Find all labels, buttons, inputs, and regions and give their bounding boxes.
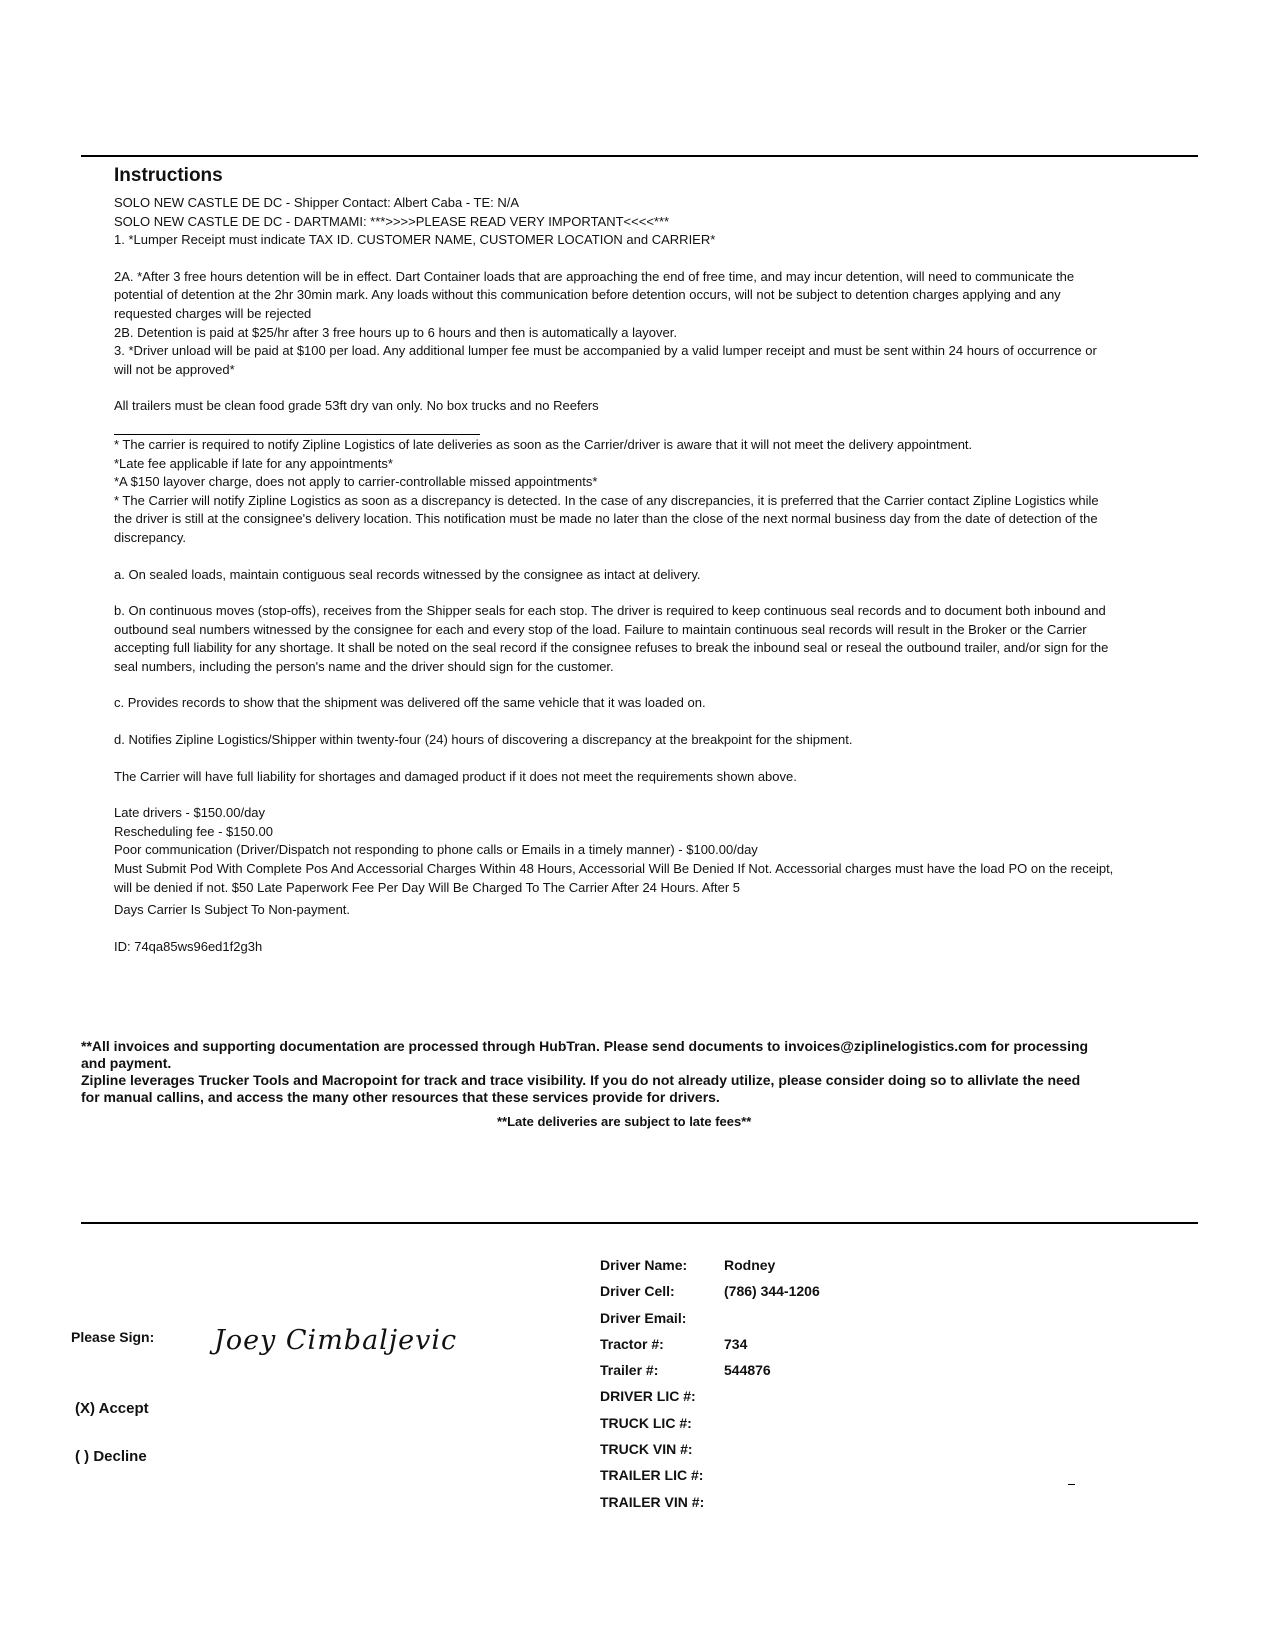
- seal-item-a: a. On sealed loads, maintain contiguous seal records witnessed by the consignee as intact at delivery.: [114, 566, 701, 582]
- lumper-receipt-line: 1. *Lumper Receipt must indicate TAX ID. CUSTOMER NAME, CUSTOMER LOCATION and CARRIER*: [114, 232, 716, 248]
- bottom-divider: [81, 1222, 1198, 1224]
- top-divider: [81, 155, 1198, 157]
- shipper-contact-line: SOLO NEW CASTLE DE DC - Shipper Contact: Albert Caba - TE: N/A: [114, 195, 520, 210]
- detention-paragraph: 2A. *After 3 free hours detention will be in effect. Dart Container loads that are approaching the end of free time, and may incur detention, will need to communicate the potential of detention at the 2hr 30min mark. Any loads without this communication before detention occurs, will not be subject to detention charges applying and any requested charges will be rejected: [114, 268, 1075, 321]
- trailer-lic-label: TRAILER LIC #:: [600, 1467, 704, 1484]
- driver-email-label: Driver Email:: [600, 1309, 687, 1326]
- truck-lic-label: TRUCK LIC #:: [600, 1414, 692, 1431]
- driver-cell-value: (786) 344-1206: [724, 1283, 820, 1300]
- seal-item-c: c. Provides records to show that the shipment was delivered off the same vehicle that it was loaded on.: [114, 695, 706, 711]
- instructions-section: [114, 164, 1114, 956]
- instructions-title: Instructions: [114, 165, 223, 186]
- discrepancy-paragraph: * The Carrier will notify Zipline Logistics as soon as a discrepancy is detected. In the case of any discrepancies, it is preferred that the Carrier contact Zipline Logistics while the driver is still at the consignee's delivery location. This notification must be made no later than the close of the next normal business day from the date of detection of the discrepancy.: [114, 492, 1099, 545]
- driver-name-label: Driver Name:: [600, 1257, 688, 1273]
- section-separator: [114, 434, 480, 435]
- hubtran-notice: **All invoices and supporting documentation are processed through HubTran. Please send documents to invoices@ziplinelogistics.com for processing and payment.: [81, 1038, 1089, 1071]
- driver-lic-label: DRIVER LIC #:: [600, 1388, 696, 1405]
- liability-line: The Carrier will have full liability for shortages and damaged product if it does not meet the requirements shown above.: [114, 768, 797, 784]
- please-sign-label: Please Sign:: [71, 1329, 155, 1345]
- detention-pay-line: 2B. Detention is paid at $25/hr after 3 free hours up to 6 hours and then is automatically a layover.: [114, 324, 677, 340]
- late-fees-notice: **Late deliveries are subject to late fees**: [497, 1114, 752, 1129]
- rescheduling-fee: Rescheduling fee - $150.00: [114, 823, 274, 839]
- driver-cell-label: Driver Cell:: [600, 1283, 675, 1300]
- trailer-label: Trailer #:: [600, 1362, 659, 1379]
- tracking-notice: Zipline leverages Trucker Tools and Macropoint for track and trace visibility. If you do not already utilize, please consider doing so to allivlate the need for manual callins, and access the many other resources that these services provide for drivers.: [81, 1072, 1081, 1105]
- trailer-vin-label: TRAILER VIN #:: [600, 1493, 705, 1510]
- poor-communication-fee: Poor communication (Driver/Dispatch not responding to phone calls or Emails in a timely manner) - $100.00/day: [114, 842, 758, 858]
- late-delivery-notice: * The carrier is required to notify Zipline Logistics of late deliveries as soon as the Carrier/driver is aware that it will not meet the delivery appointment.: [114, 436, 973, 452]
- trailer-requirements: All trailers must be clean food grade 53ft dry van only. No box trucks and no Reefers: [114, 398, 599, 414]
- pod-paragraph-end: Days Carrier Is Subject To Non-payment.: [114, 902, 351, 918]
- late-fee-line: *Late fee applicable if late for any appointments*: [114, 455, 393, 471]
- stray-dash-mark: [1068, 1484, 1075, 1485]
- load-id: ID: 74qa85ws96ed1f2g3h: [114, 938, 263, 954]
- invoice-notes: [81, 1038, 1091, 1106]
- signature-field[interactable]: Joey Cimbaljevic: [214, 1325, 458, 1356]
- seal-item-d: d. Notifies Zipline Logistics/Shipper within twenty-four (24) hours of discovering a discrepancy at the breakpoint for the shipment.: [114, 732, 853, 748]
- seal-item-b: b. On continuous moves (stop-offs), receives from the Shipper seals for each stop. The driver is required to keep continuous seal records and to document both inbound and outbound seal numbers witnessed by the consignee for each and every stop of the load. Failure to maintain continuous seal records will result in the Broker or the Carrier accepting full liability for any shortage. It shall be noted on the seal record if the consignee refuses to break the inbound seal or reseal the outbound trailer, and/or sign for the seal numbers, including the person's name and the driver should sign for the customer.: [114, 603, 1109, 674]
- truck-vin-label: TRUCK VIN #:: [600, 1441, 693, 1458]
- accept-option[interactable]: (X) Accept: [75, 1400, 149, 1417]
- important-notice-line: SOLO NEW CASTLE DE DC - DARTMAMI: ***>>>>PLEASE READ VERY IMPORTANT<<<<***: [114, 213, 670, 229]
- tractor-label: Tractor #:: [600, 1335, 664, 1352]
- driver-unload-paragraph: 3. *Driver unload will be paid at $100 per load. Any additional lumper fee must be accompanied by a valid lumper receipt and must be sent within 24 hours of occurrence or will not be approved*: [114, 343, 1097, 377]
- driver-name-value: Rodney: [724, 1257, 776, 1273]
- trailer-value: 544876: [724, 1362, 771, 1379]
- layover-line: *A $150 layover charge, does not apply to carrier-controllable missed appointments*: [114, 474, 598, 490]
- late-drivers-fee: Late drivers - $150.00/day: [114, 805, 266, 821]
- decline-option[interactable]: ( ) Decline: [75, 1448, 147, 1465]
- pod-paragraph: Must Submit Pod With Complete Pos And Accessorial Charges Within 48 Hours, Accessorial Will Be Denied If Not. Accessorial charges must have the load PO on the receipt, will be denied if not. $50 Late Paperwork Fee Per Day Will Be Charged To The Carrier After 24 Hours. After 5: [114, 861, 1114, 895]
- tractor-value: 734: [724, 1335, 748, 1352]
